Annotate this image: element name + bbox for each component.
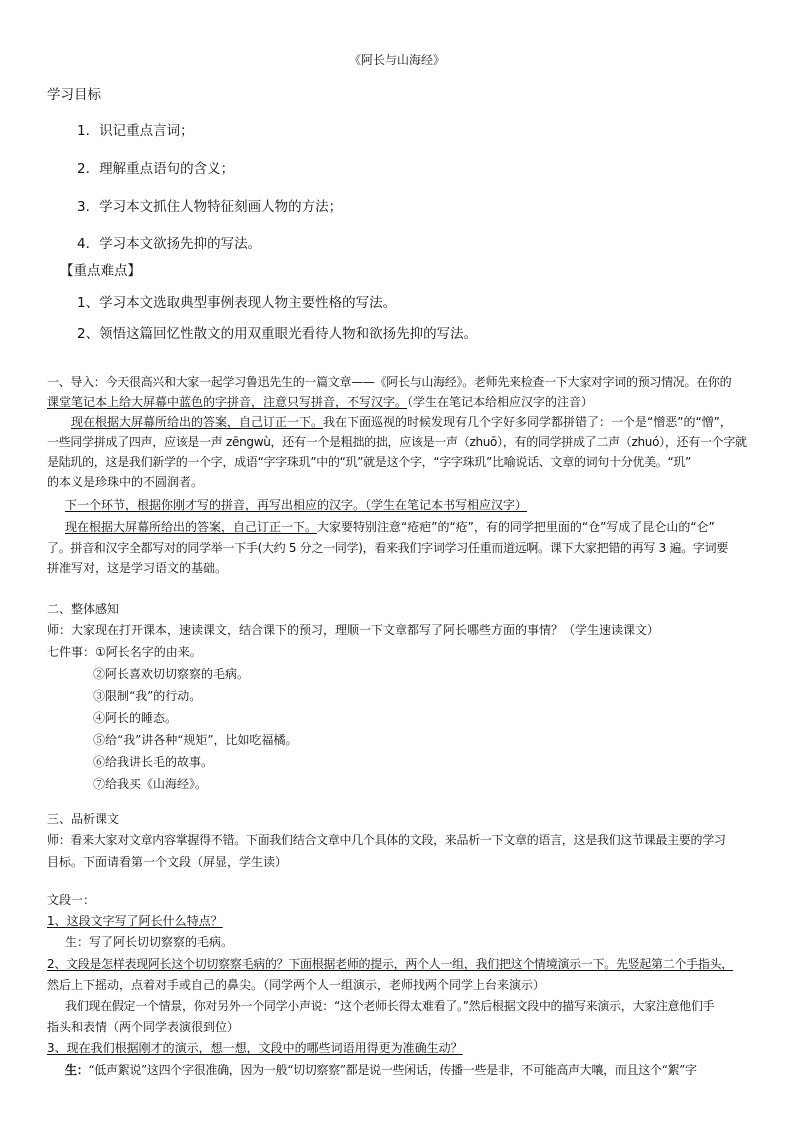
paragraph-line: 目标。下面请看第一个文段（屏显，学生读） — [47, 855, 288, 869]
paragraph-line: 师：看来大家对文章内容掌握得不错。下面我们结合文章中几个具体的文段，来品析一下文章的语言，这是我们这节课最主要的学习 — [47, 833, 726, 847]
paragraph-line: 的本义是珍珠中的不圆润者。 — [47, 475, 204, 489]
paragraph-text: 我在下面巡视的时候发现有几个字好多同学都拼错了：一个是“憎恶”的“憎”， — [323, 415, 732, 429]
underlined-text: 现在根据大屏幕所给出的答案，自己订正一下。 — [71, 415, 324, 429]
paragraph-line — [65, 497, 527, 513]
paragraph-line — [47, 414, 732, 430]
key-point-item: 1、学习本文选取典型事例表现人物主要性格的写法。 — [77, 295, 397, 311]
question-line — [47, 1040, 463, 1056]
objectives-heading: 学习目标 — [47, 87, 101, 103]
section-heading: 二、整体感知 — [47, 602, 120, 616]
paragraph-line: 我们现在假定一个情景，你对另外一个同学小声说：“这个老师长得太难看了。”然后根据文段中的描写来演示，大家注意他们手 — [65, 999, 715, 1013]
paragraph-line: 然后上下摇动，点着对手或自己的鼻尖。（同学两个人一组演示，老师找两个同学上台来演示） — [47, 978, 546, 992]
underlined-text: 2、文段是怎样表现阿长这个切切察察毛病的？下面根据老师的提示，两个人一组，我们把这个情境演示一下。先竖起第二个手指头， — [47, 957, 733, 971]
events-label: 七件事： — [47, 645, 96, 659]
question-line — [47, 956, 733, 972]
event-item: ⑥给我讲长毛的故事。 — [93, 755, 214, 769]
event-item: ⑦给我买《山海经》。 — [93, 777, 208, 791]
intro-line — [47, 394, 593, 410]
objective-item: 1．识记重点言词； — [77, 123, 194, 139]
objective-item: 3．学习本文抓住人物特征刻画人物的方法； — [77, 199, 343, 215]
paragraph-line: 了。拼音和汉字全都写对的同学举一下手(大约 5 分之一同学)，看来我们字词学习任重而道远啊。课下大家把错的再写 3 遍。字词要 — [47, 541, 728, 555]
event-item: ④阿长的睡态。 — [93, 711, 178, 725]
underlined-text: 1、这段文字写了阿长什么特点？ — [47, 914, 223, 928]
answer-line: 生：写了阿长切切察察的毛病。 — [65, 935, 234, 949]
underlined-text: 下一个环节，根据你刚才写的拼音，再写出相应的汉字。（学生在笔记本书写相应汉字） — [65, 498, 528, 512]
paragraph-line: 师：大家现在打开课本，速读课文，结合课下的预习，理顺一下文章都写了阿长哪些方面的事情？（学生速读课文） — [47, 623, 660, 637]
underlined-text: 课堂笔记本上给大屏幕中蓝色的字拼音，注意只写拼音，不写汉字。 — [47, 395, 408, 409]
key-points-heading: 【重点难点】 — [60, 263, 141, 279]
question-line — [47, 913, 223, 929]
objective-item: 2．理解重点语句的含义； — [77, 161, 235, 177]
passage-heading: 文段一： — [47, 893, 96, 907]
event-item: ①阿长名字的由来。 — [95, 645, 202, 659]
answer-label: 生： — [65, 1063, 89, 1077]
paragraph-text: 大家要特别注意“疮疤”的“疮”，有的同学把里面的“仓”写成了昆仑山的“仑” — [317, 520, 715, 534]
note-text: （学生在笔记本给相应汉字的注音） — [407, 395, 594, 409]
events-line — [47, 644, 202, 660]
paragraph-line — [47, 519, 715, 535]
event-item: ③限制“我”的行动。 — [93, 689, 202, 703]
intro-line: 一、导入：今天很高兴和大家一起学习鲁迅先生的一篇文章——《阿长与山海经》。老师先来检查一下大家对字词的预习情况。在你的 — [47, 375, 732, 389]
paragraph-line: 指头和表情（两个同学表演很到位） — [47, 1020, 240, 1034]
underlined-text: 3、现在我们根据刚才的演示，想一想，文段中的哪些词语用得更为准确生动？ — [47, 1041, 463, 1055]
event-item: ⑤给“我”讲各种“规矩”，比如吃福橘。 — [93, 733, 298, 747]
objective-item: 4．学习本文欲扬先抑的写法。 — [77, 236, 262, 252]
answer-line — [65, 1062, 697, 1078]
underlined-text: 现在根据大屏幕所给出的答案，自己订正一下。 — [65, 520, 318, 534]
paragraph-line: 拼准写对，这是学习语文的基础。 — [47, 561, 228, 575]
section-heading: 三、品析课文 — [47, 812, 120, 826]
document-title: 《阿长与山海经》 — [348, 53, 445, 67]
paragraph-line: 是陆玑的，这是我们新学的一个字，成语“字字珠玑”中的“玑”就是这个字，“字字珠玑”比喻说话、文章的词句十分优美。“玑” — [47, 455, 692, 469]
answer-text: “低声絮说”这四个字很准确，因为一般“切切察察”都是说一些闲话，传播一些是非，不可能高声大嚷，而且这个“絮”字 — [88, 1063, 697, 1077]
event-item: ②阿长喜欢切切察察的毛病。 — [93, 667, 250, 681]
paragraph-line: 一些同学拼成了四声，应该是一声 zēngwù，还有一个是粗拙的拙，应该是一声（zhuō），有的同学拼成了二声（zhuó），还有一个字就 — [47, 435, 747, 449]
key-point-item: 2、领悟这篇回忆性散文的用双重眼光看待人物和欲扬先抑的写法。 — [77, 326, 478, 342]
